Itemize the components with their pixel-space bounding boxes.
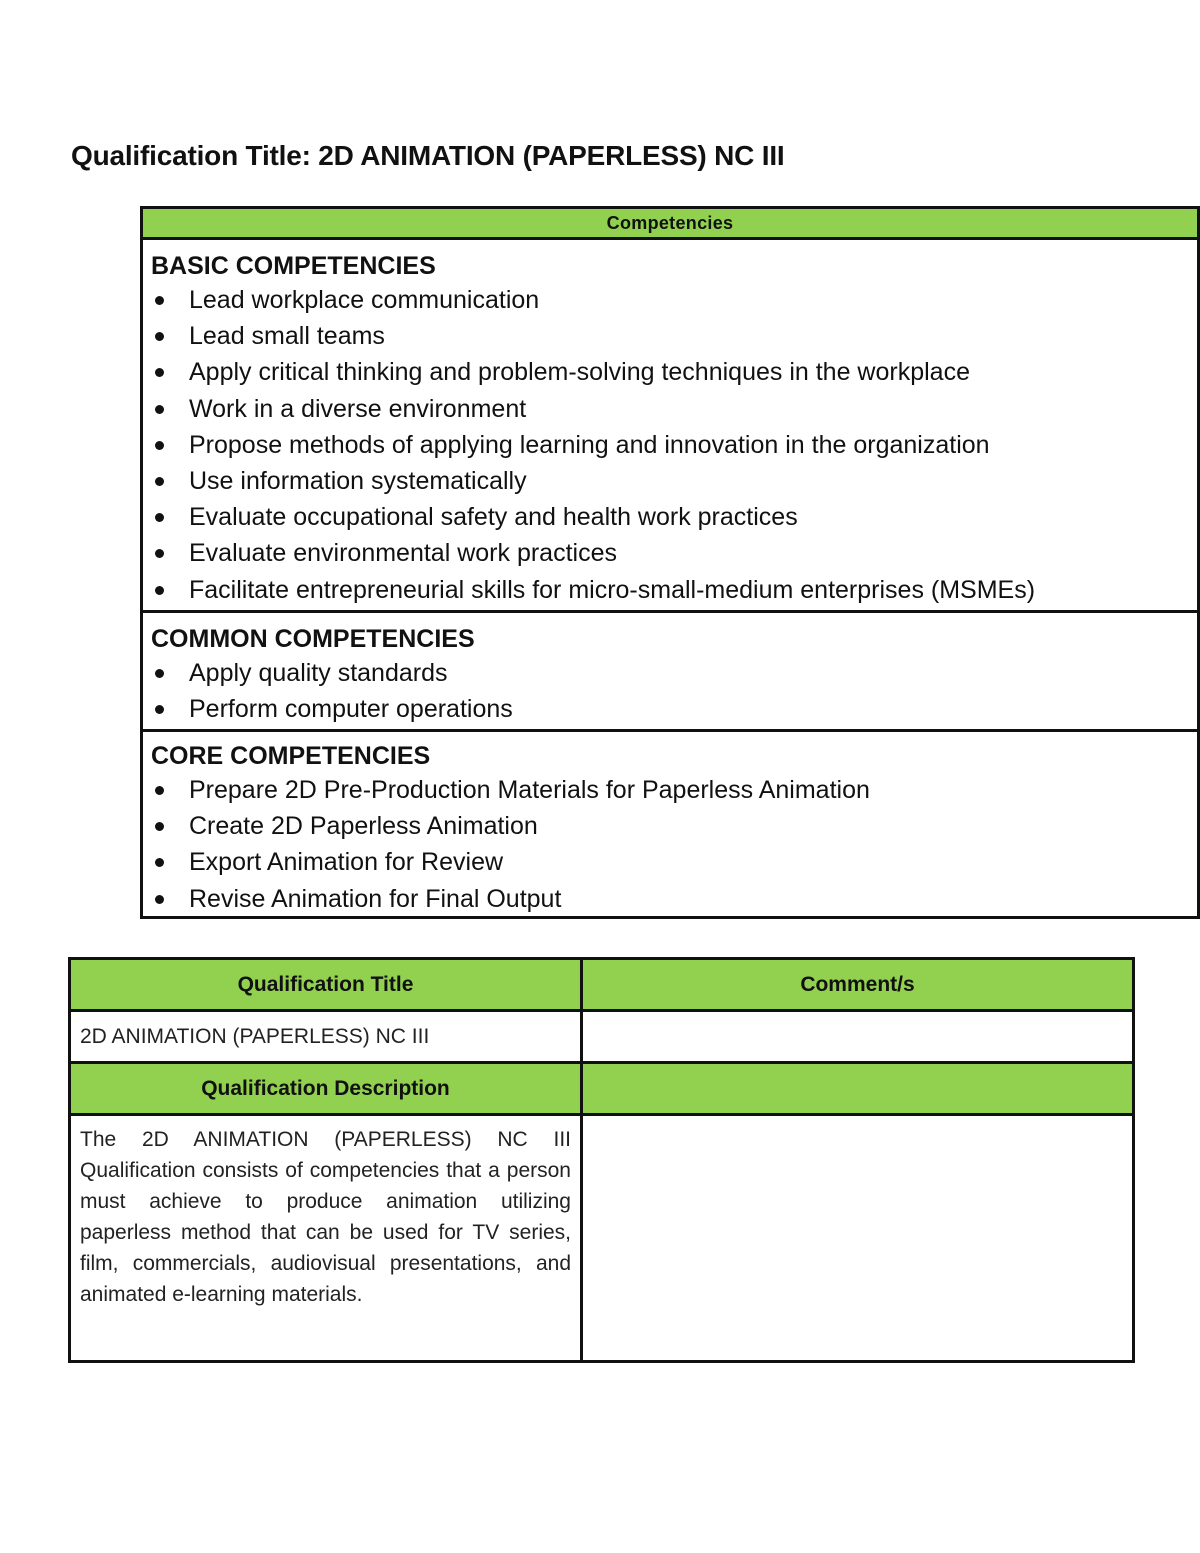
list-item xyxy=(151,463,1189,499)
list-item-text: Revise Animation for Final Output xyxy=(189,884,562,913)
description-comment-header xyxy=(582,1063,1134,1115)
common-competencies-title: COMMON COMPETENCIES xyxy=(151,625,475,653)
qualification-title-header: Qualification Title xyxy=(70,959,582,1011)
common-competencies-section xyxy=(143,613,1197,729)
qualification-description-header: Qualification Description xyxy=(70,1063,582,1115)
list-item-text: Evaluate environmental work practices xyxy=(189,539,617,568)
list-item-text: Export Animation for Review xyxy=(189,848,504,877)
common-competencies-cell xyxy=(142,612,1199,731)
bullet-icon xyxy=(155,895,164,904)
qualification-title-comment xyxy=(582,1011,1134,1063)
list-item-text: Propose methods of applying learning and innovation in the organization xyxy=(189,430,990,459)
bullet-icon xyxy=(155,586,164,595)
document-title: Qualification Title: 2D ANIMATION (PAPERLESS) NC III xyxy=(71,140,785,171)
list-item-text: Apply critical thinking and problem-solving techniques in the workplace xyxy=(189,358,970,387)
list-item xyxy=(151,427,1189,463)
bullet-icon xyxy=(155,513,164,522)
basic-competencies-list xyxy=(151,282,1189,608)
competencies-table xyxy=(140,206,1200,919)
list-item-text: Use information systematically xyxy=(189,466,527,495)
common-competencies-list xyxy=(151,655,1189,727)
qualification-description-comment xyxy=(582,1115,1134,1362)
list-item-text: Perform computer operations xyxy=(189,695,513,724)
core-competencies-list xyxy=(151,772,1189,917)
list-item xyxy=(151,499,1189,535)
core-competencies-section xyxy=(143,732,1197,916)
bullet-icon xyxy=(155,296,164,305)
list-item xyxy=(151,772,1189,808)
list-item xyxy=(151,655,1189,691)
list-item xyxy=(151,844,1189,880)
bullet-icon xyxy=(155,669,164,678)
qualification-table xyxy=(68,957,1135,1363)
bullet-icon xyxy=(155,368,164,377)
core-competencies-cell xyxy=(142,731,1199,918)
core-competencies-title: CORE COMPETENCIES xyxy=(151,742,431,770)
list-item-text: Lead workplace communication xyxy=(189,286,540,314)
basic-competencies-cell xyxy=(142,239,1199,612)
list-item xyxy=(151,354,1189,390)
bullet-icon xyxy=(155,858,164,867)
list-item xyxy=(151,282,1189,318)
bullet-icon xyxy=(155,405,164,414)
bullet-icon xyxy=(155,549,164,558)
list-item-text: Facilitate entrepreneurial skills for micro-small-medium enterprises (MSMEs) xyxy=(189,575,1036,604)
list-item-text: Apply quality standards xyxy=(189,659,448,687)
list-item xyxy=(151,535,1189,571)
qualification-title-value: 2D ANIMATION (PAPERLESS) NC III xyxy=(70,1011,582,1063)
basic-competencies-section xyxy=(143,240,1197,610)
comments-header: Comment/s xyxy=(582,959,1134,1011)
bullet-icon xyxy=(155,822,164,831)
list-item-text: Evaluate occupational safety and health work practices xyxy=(189,503,798,532)
bullet-icon xyxy=(155,705,164,714)
list-item-text: Create 2D Paperless Animation xyxy=(189,812,538,841)
competencies-header: Competencies xyxy=(142,208,1199,239)
list-item-text: Work in a diverse environment xyxy=(189,394,527,423)
list-item-text: Prepare 2D Pre-Production Materials for Paperless Animation xyxy=(189,776,870,804)
qualification-description-text: The 2D ANIMATION (PAPERLESS) NC III Qualification consists of competencies that a person must achieve to produce animation utilizing paperless method that can be used for TV series, film, commercials, audiovisual presentations, and animated e-learning materials. xyxy=(70,1115,582,1362)
bullet-icon xyxy=(155,441,164,450)
list-item xyxy=(151,691,1189,727)
list-item xyxy=(151,572,1189,608)
basic-competencies-title: BASIC COMPETENCIES xyxy=(151,252,436,280)
list-item xyxy=(151,318,1189,354)
list-item xyxy=(151,881,1189,917)
list-item xyxy=(151,391,1189,427)
bullet-icon xyxy=(155,332,164,341)
list-item-text: Lead small teams xyxy=(189,322,385,351)
bullet-icon xyxy=(155,786,164,795)
list-item xyxy=(151,808,1189,844)
bullet-icon xyxy=(155,477,164,486)
